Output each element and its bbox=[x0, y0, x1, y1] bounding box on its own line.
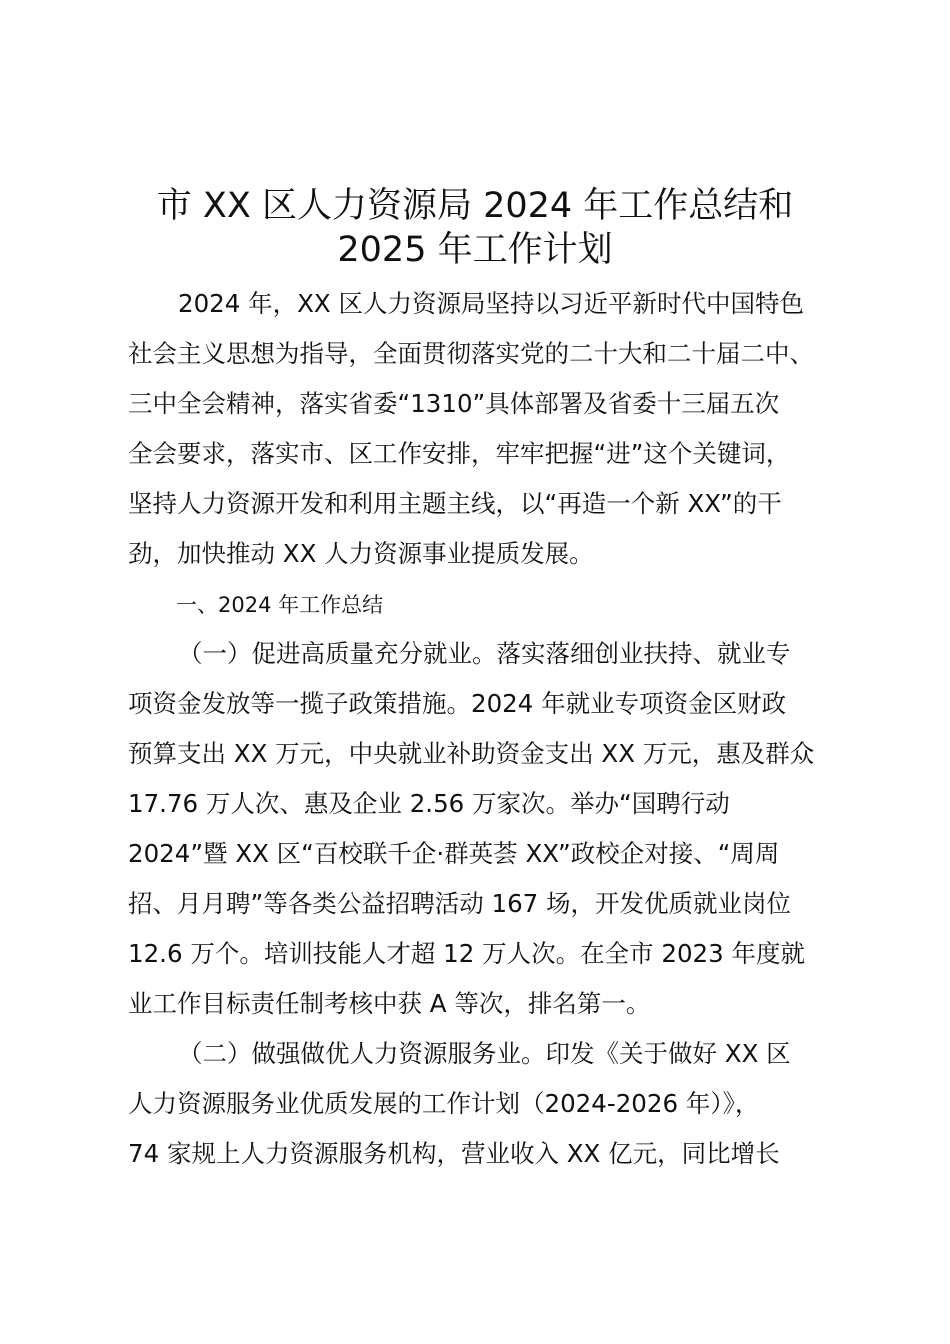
intro-line-2: 社会主义思想为指导，全面贯彻落实党的二十大和二十届二中、 bbox=[128, 339, 814, 368]
para1-line-3: 预算支出 XX 万元，中央就业补助资金支出 XX 万元，惠及群众 bbox=[128, 739, 815, 768]
para1-line-1: （一）促进高质量充分就业。落实落细创业扶持、就业专 bbox=[178, 639, 791, 668]
document-title-line-1: 市 XX 区人力资源局 2024 年工作总结和 bbox=[156, 186, 794, 226]
para1-line-5: 2024”暨 XX 区“百校联千企·群英荟 XX”政校企对接、“周周 bbox=[128, 839, 780, 868]
para1-line-6: 招、月月聘”等各类公益招聘活动 167 场，开发优质就业岗位 bbox=[128, 889, 792, 918]
intro-line-4: 全会要求，落实市、区工作安排，牢牢把握“进”这个关键词， bbox=[128, 439, 791, 468]
section-heading: 一、2024 年工作总结 bbox=[176, 593, 384, 617]
intro-line-1: 2024 年，XX 区人力资源局坚持以习近平新时代中国特色 bbox=[178, 289, 804, 318]
intro-line-3: 三中全会精神，落实省委“1310”具体部署及省委十三届五次 bbox=[128, 389, 780, 418]
intro-line-5: 坚持人力资源开发和利用主题主线，以“再造一个新 XX”的干 bbox=[128, 489, 782, 518]
para1-line-2: 项资金发放等一揽子政策措施。2024 年就业专项资金区财政 bbox=[128, 689, 787, 718]
para2-line-2: 人力资源服务业优质发展的工作计划（2024-2026 年）》， bbox=[128, 1089, 760, 1118]
para2-line-3: 74 家规上人力资源服务机构，营业收入 XX 亿元，同比增长 bbox=[128, 1139, 780, 1168]
para1-line-8: 业工作目标责任制考核中获 A 等次，排名第一。 bbox=[128, 989, 651, 1018]
para2-line-1: （二）做强做优人力资源服务业。印发《关于做好 XX 区 bbox=[178, 1039, 791, 1068]
intro-line-6: 劲，加快推动 XX 人力资源事业提质发展。 bbox=[128, 539, 594, 568]
para1-line-4: 17.76 万人次、惠及企业 2.56 万家次。举办“国聘行动 bbox=[128, 789, 730, 818]
para1-line-7: 12.6 万个。培训技能人才超 12 万人次。在全市 2023 年度就 bbox=[128, 939, 806, 968]
document-title-line-2: 2025 年工作计划 bbox=[337, 230, 613, 270]
